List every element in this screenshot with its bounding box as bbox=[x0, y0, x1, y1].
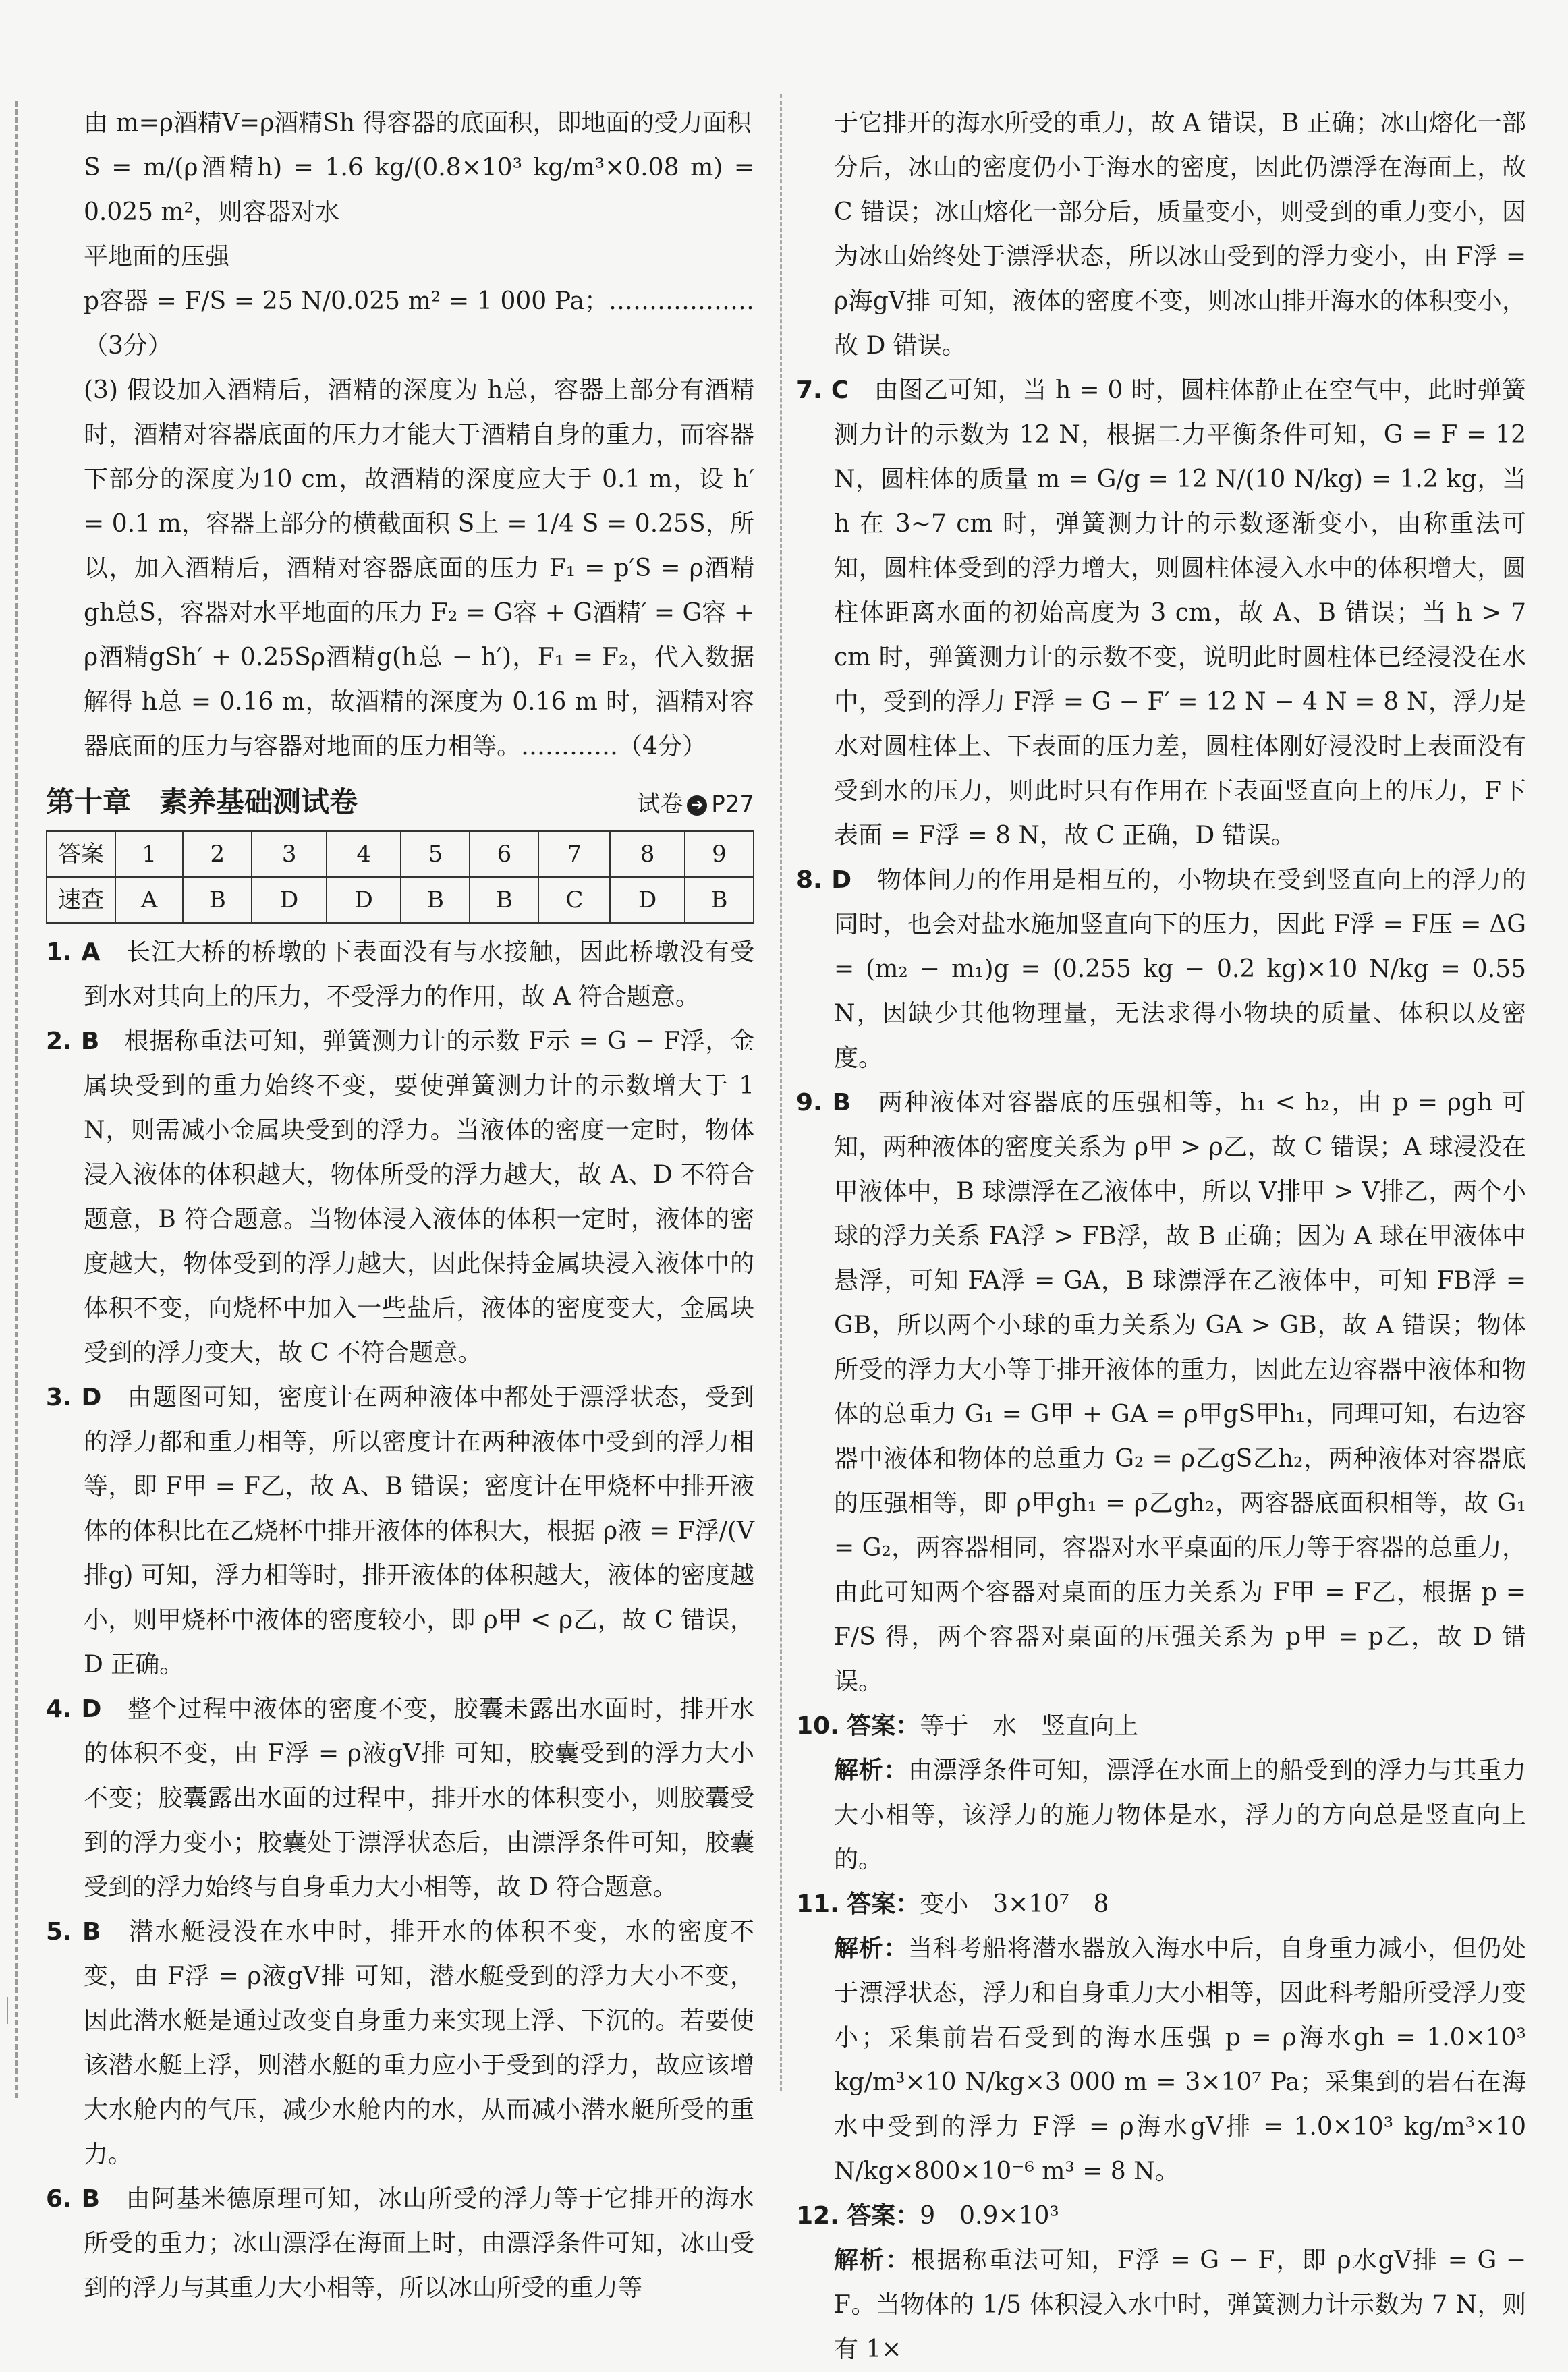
question-10-explanation bbox=[796, 1749, 1526, 1882]
answer-cell: B bbox=[470, 877, 538, 923]
binding-margin bbox=[15, 101, 18, 2098]
answer-text: 等于 水 竖直向上 bbox=[920, 1712, 1139, 1740]
answer-cell: D bbox=[327, 877, 401, 923]
answer-cell: B bbox=[401, 877, 470, 923]
explanation-label: 解析： bbox=[834, 1935, 908, 1962]
formula-area: S = m/(ρ酒精h) = 1.6 kg/(0.8×10³ kg/m³×0.08 m) = 0.025 m²，则容器对水 bbox=[84, 154, 754, 226]
question-number: 12. bbox=[796, 2202, 839, 2230]
answer-label: 答案： bbox=[847, 2202, 920, 2230]
ref-page: P27 bbox=[711, 791, 754, 818]
left-column bbox=[46, 101, 754, 2311]
question-number-cell: 9 bbox=[685, 831, 754, 877]
margin-mark bbox=[7, 1997, 15, 2024]
question-9 bbox=[796, 1081, 1526, 1704]
solution-line: 由 m=ρ酒精V=ρ酒精Sh 得容器的底面积，即地面的受力面积 bbox=[84, 109, 752, 137]
question-number: 2. B bbox=[46, 1027, 100, 1055]
question-7 bbox=[796, 368, 1526, 858]
question-6-continued: 于它排开的海水所受的重力，故 A 错误，B 正确；冰山熔化一部分后，冰山的密度仍小于海水的密度，因此仍漂浮在海面上，故 C 错误；冰山熔化一部分后，质量变小，则受到的重力变小，因为冰山始终处于漂浮状态，所以冰山受到的浮力变小，由 F浮 = ρ海gV排 可知，液体的密度不变，则冰山排开海水的体积变小，故 D 错误。 bbox=[834, 109, 1526, 360]
question-1 bbox=[46, 930, 754, 1019]
solution-line: 平地面的压强 bbox=[84, 243, 230, 271]
question-number: 3. D bbox=[46, 1384, 102, 1411]
question-number-cell: 2 bbox=[183, 831, 252, 877]
question-number-cell: 5 bbox=[401, 831, 470, 877]
answer-label: 答案： bbox=[847, 1890, 920, 1918]
formula-pressure: p容器 = F/S = 25 N/0.025 m² = 1 000 Pa；………………（3分） bbox=[84, 287, 754, 360]
question-6 bbox=[46, 2177, 754, 2311]
question-12-explanation bbox=[796, 2238, 1526, 2372]
answer-table-row-numbers bbox=[47, 831, 754, 877]
explanation-text: 由漂浮条件可知，漂浮在水面上的船受到的浮力与其重力大小相等，该浮力的施力物体是水，浮力的方向总是竖直向上的。 bbox=[834, 1757, 1526, 1873]
explanation-text: 由题图可知，密度计在两种液体中都处于漂浮状态，受到的浮力都和重力相等，所以密度计在两种液体中受到的浮力相等，即 F甲 = F乙，故 A、B 错误；密度计在甲烧杯中排开液体的体积比在乙烧杯中排开液体的体积大，根据 ρ液 = F浮/(V排g) 可知，浮力相等时，排开液体的体积越大，液体的密度越小，则甲烧杯中液体的密度较小，即 ρ甲 < ρ乙，故 C 错误，D 正确。 bbox=[84, 1384, 754, 1678]
chapter-header bbox=[46, 780, 754, 826]
question-number: 6. B bbox=[46, 2185, 101, 2213]
question-number: 5. B bbox=[46, 1918, 101, 1946]
column-divider bbox=[780, 94, 782, 2091]
answer-cell: B bbox=[183, 877, 252, 923]
question-10 bbox=[796, 1704, 1526, 1749]
explanation-text: 根据称重法可知，F浮 = G − F，即 ρ水gV排 = G − F。当物体的 1/5 体积浸入水中时，弹簧测力计示数为 7 N，则有 1× bbox=[834, 2247, 1526, 2363]
table-header-cell: 速查 bbox=[47, 877, 115, 923]
explanation-text: 整个过程中液体的密度不变，胶囊未露出水面时，排开水的体积不变，由 F浮 = ρ液gV排 可知，胶囊受到的浮力大小不变；胶囊露出水面的过程中，排开水的体积变小，则胶囊受到的浮力变小；胶囊处于漂浮状态后，由漂浮条件可知，胶囊受到的浮力始终与自身重力大小相等，故 D 符合题意。 bbox=[84, 1695, 754, 1901]
question-8 bbox=[796, 858, 1526, 1081]
answer-cell: C bbox=[538, 877, 610, 923]
arrow-right-icon: ➔ bbox=[687, 795, 707, 816]
answer-label: 答案： bbox=[847, 1712, 920, 1740]
question-5 bbox=[46, 1910, 754, 2177]
question-number: 9. B bbox=[796, 1089, 851, 1117]
answer-cell: A bbox=[115, 877, 183, 923]
explanation-text: 两种液体对容器底的压强相等，h₁ < h₂，由 p = ρgh 可知，两种液体的密度关系为 ρ甲 > ρ乙，故 C 错误；A 球浸没在甲液体中，B 球漂浮在乙液体中，所以 V排甲 > V排乙，两个小球的浮力关系 FA浮 > FB浮，故 B 正确；因为 A 球在甲液体中悬浮，可知 FA浮 = GA，B 球漂浮在乙液体中，可知 FB浮 = GB，所以两个小球的重力关系为 GA > GB，故 A 错误；物体所受的浮力大小等于排开液体的重力，因此左边容器中液体和物体的总重力 G₁ = G甲 + GA = ρ甲gS甲h₁，同理可知，右边容器中液体和物体的总重力 G₂ = ρ乙gS乙h₂，两种液体对容器底的压强相等，即 ρ甲gh₁ = ρ乙gh₂，两容器底面积相等，故 G₁ = G₂，两容器相同，容器对水平桌面的压力等于容器的总重力，由此可知两个容器对桌面的压力关系为 F甲 = F乙，根据 p = F/S 得，两个容器对桌面的压强关系为 p甲 = p乙，故 D 错误。 bbox=[834, 1089, 1526, 1695]
question-number: 11. bbox=[796, 1890, 839, 1918]
answer-table-row-answers bbox=[47, 877, 754, 923]
question-2 bbox=[46, 1019, 754, 1376]
question-number: 8. D bbox=[796, 866, 852, 894]
question-number: 4. D bbox=[46, 1695, 102, 1723]
question-number-cell: 8 bbox=[610, 831, 685, 877]
explanation-text: 由图乙可知，当 h = 0 时，圆柱体静止在空气中，此时弹簧测力计的示数为 12 N，根据二力平衡条件可知，G = F = 12 N，圆柱体的质量 m = G/g = 12 N/(10 N/kg) = 1.2 kg，当 h 在 3~7 cm 时，弹簧测力计的示数逐渐变小，由称重法可知，圆柱体受到的浮力增大，则圆柱体浸入水中的体积增大，圆柱体距离水面的初始高度为 3 cm，故 A、B 错误；当 h > 7 cm 时，弹簧测力计的示数不变，说明此时圆柱体已经浸没在水中，受到的浮力 F浮 = G − F′ = 12 N − 4 N = 8 N，浮力是水对圆柱体上、下表面的压力差，圆柱体刚好浸没时上表面没有受到水的压力，则此时只有作用在下表面竖直向上的压力，F下表面 = F浮 = 8 N，故 C 正确，D 错误。 bbox=[834, 376, 1526, 849]
question-11 bbox=[796, 1882, 1526, 1927]
explanation-text: 长江大桥的桥墩的下表面没有与水接触，因此桥墩没有受到水对其向上的压力，不受浮力的作用，故 A 符合题意。 bbox=[84, 938, 754, 1011]
explanation-text: 当科考船将潜水器放入海水中后，自身重力减小，但仍处于漂浮状态，浮力和自身重力大小相等，因此科考船所受浮力变小；采集前岩石受到的海水压强 p = ρ海水gh = 1.0×10³ kg/m³×10 N/kg×3 000 m = 3×10⁷ Pa；采集到的岩石在海水中受到的浮力 F浮 = ρ海水gV排 = 1.0×10³ kg/m³×10 N/kg×800×10⁻⁶ m³ = 8 N。 bbox=[834, 1935, 1526, 2185]
explanation-text: 物体间力的作用是相互的，小物块在受到竖直向上的浮力的同时，也会对盐水施加竖直向下的压力，因此 F浮 = F压 = ΔG = (m₂ − m₁)g = (0.255 kg − 0.2 kg)×10 N/kg = 0.55 N，因缺少其他物理量，无法求得小物块的质量、体积以及密度。 bbox=[834, 866, 1526, 1072]
question-number-cell: 1 bbox=[115, 831, 183, 877]
question-number: 1. A bbox=[46, 938, 101, 966]
ref-prefix: 试卷 bbox=[637, 791, 683, 818]
question-number-cell: 3 bbox=[252, 831, 327, 877]
table-header-cell: 答案 bbox=[47, 831, 115, 877]
answer-table bbox=[46, 830, 754, 924]
question-number-cell: 7 bbox=[538, 831, 610, 877]
question-number: 7. C bbox=[796, 376, 849, 404]
answer-cell: D bbox=[610, 877, 685, 923]
question-number-cell: 6 bbox=[470, 831, 538, 877]
question-11-explanation bbox=[796, 1927, 1526, 2194]
answer-text: 变小 3×10⁷ 8 bbox=[920, 1890, 1109, 1918]
answer-text: 9 0.9×10³ bbox=[920, 2202, 1059, 2230]
answer-cell: D bbox=[252, 877, 327, 923]
solution-part-3: (3) 假设加入酒精后，酒精的深度为 h总，容器上部分有酒精时，酒精对容器底面的压力才能大于酒精自身的重力，而容器下部分的深度为10 cm，故酒精的深度应大于 0.1 m，设 h′ = 0.1 m，容器上部分的横截面积 S上 = 1/4 S = 0.25S，所以，加入酒精后，酒精对容器底面的压力 F₁ = p′S = ρ酒精gh总S，容器对水平地面的压力 F₂ = G容 + G酒精′ = G容 + ρ酒精gSh′ + 0.25Sρ酒精g(h总 − h′)，F₁ = F₂，代入数据解得 h总 = 0.16 m，故酒精的深度为 0.16 m 时，酒精对容器底面的压力与容器对地面的压力相等。…………（4分） bbox=[84, 376, 754, 760]
explanation-label: 解析： bbox=[834, 2247, 912, 2274]
question-12 bbox=[796, 2194, 1526, 2238]
question-4 bbox=[46, 1687, 754, 1910]
chapter-title: 第十章 素养基础测试卷 bbox=[46, 785, 358, 818]
right-column bbox=[796, 101, 1526, 2372]
explanation-text: 潜水艇浸没在水中时，排开水的体积不变，水的密度不变，由 F浮 = ρ液gV排 可知，潜水艇受到的浮力大小不变，因此潜水艇是通过改变自身重力来实现上浮、下沉的。若要使该潜水艇上浮，则潜水艇的重力应小于受到的浮力，故应该增大水舱内的气压，减少水舱内的水，从而减小潜水艇所受的重力。 bbox=[84, 1918, 754, 2168]
explanation-label: 解析： bbox=[834, 1757, 908, 1784]
explanation-text: 由阿基米德原理可知，冰山所受的浮力等于它排开的海水所受的重力；冰山漂浮在海面上时，由漂浮条件可知，冰山受到的浮力与其重力大小相等，所以冰山所受的重力等 bbox=[84, 2185, 754, 2302]
question-number-cell: 4 bbox=[327, 831, 401, 877]
question-3 bbox=[46, 1376, 754, 1687]
answer-cell: B bbox=[685, 877, 754, 923]
chapter-ref bbox=[637, 782, 754, 826]
explanation-text: 根据称重法可知，弹簧测力计的示数 F示 = G − F浮，金属块受到的重力始终不变，要使弹簧测力计的示数增大于 1 N，则需减小金属块受到的浮力。当液体的密度一定时，物体浸入液体的体积越大，物体所受的浮力越大，故 A、D 不符合题意，B 符合题意。当物体浸入液体的体积一定时，液体的密度越大，物体受到的浮力越大，因此保持金属块浸入液体中的体积不变，向烧杯中加入一些盐后，液体的密度变大，金属块受到的浮力变大，故 C 不符合题意。 bbox=[84, 1027, 754, 1367]
question-number: 10. bbox=[796, 1712, 839, 1740]
